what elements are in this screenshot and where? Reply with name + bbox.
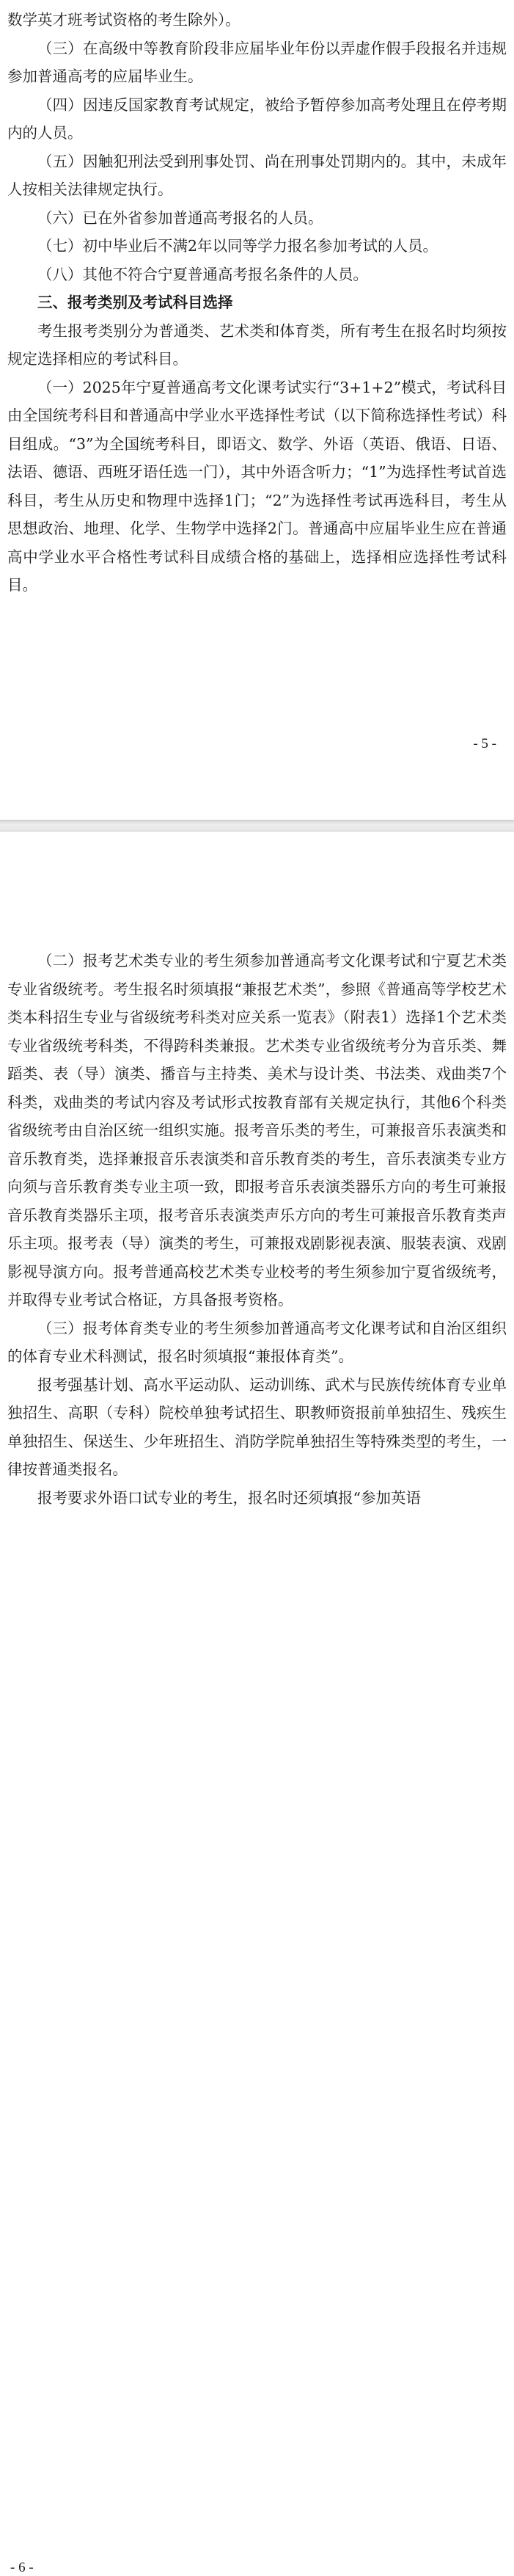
paragraph: 报考要求外语口试专业的考生，报名时还须填报“参加英语 <box>37 1488 421 1507</box>
paragraph: （三）在高级中等教育阶段非应届毕业年份以弄虚作假手段报名并违规参加普通高考的应届毕业生。 <box>7 39 507 85</box>
section-heading: 三、报考类别及考试科目选择 <box>37 294 233 311</box>
page-6-body <box>7 947 507 1512</box>
paragraph: 考生报考类别分为普通类、艺术类和体育类，所有考生在报名时均须按规定选择相应的考试科目。 <box>7 321 507 368</box>
page-number: - 6 - <box>10 2560 34 2575</box>
paragraph: （八）其他不符合宁夏普通高考报名条件的人员。 <box>37 265 368 283</box>
paragraph: （四）因违反国家教育考试规定，被给予暂停参加高考处理且在停考期内的人员。 <box>7 95 507 142</box>
document-page-5 <box>0 0 514 820</box>
page-5-body <box>7 6 507 600</box>
paragraph: 数学英才班考试资格的考生除外）。 <box>7 11 241 29</box>
paragraph: 报考强基计划、高水平运动队、运动训练、武术与民族传统体育专业单独招生、高职（专科）院校单独考试招生、职教师资报前单独招生、残疾生单独招生、保送生、少年班招生、消防学院单独招生等特殊类型的考生，一律按普通类报名。 <box>7 1375 507 1478</box>
paragraph: （五）因触犯刑法受到刑事处罚、尚在刑事处罚期内的。其中，未成年人按相关法律规定执行。 <box>7 152 507 198</box>
paragraph: （三）报考体育类专业的考生须参加普通高考文化课考试和自治区组织的体育专业术科测试，报名时须填报“兼报体育类”。 <box>7 1319 507 1365</box>
page-separator <box>0 820 514 832</box>
paragraph: （一）2025年宁夏普通高考文化课考试实行“3+1+2”模式，考试科目由全国统考科目和普通高中学业水平选择性考试（以下简称选择性考试）科目组成。“3”为全国统考科目，即语文、数学、外语（英语、俄语、日语、法语、德语、西班牙语任选一门），其中外语含听力；“1”为选择性考试首选科目，考生从历史和物理中选择1门；“2”为选择性考试再选科目，考生从思想政治、地理、化学、生物学中选择2门。普通高中应届毕业生应在普通高中学业水平合格性考试科目成绩合格的基础上，选择相应选择性考试科目。 <box>7 378 507 594</box>
paragraph: （二）报考艺术类专业的考生须参加普通高考文化课考试和宁夏艺术类专业省级统考。考生报名时须填报“兼报艺术类”，参照《普通高等学校艺术类本科招生专业与省级统考科类对应关系一览表》（附表1）选择1个艺术类专业省级统考科类，不得跨科类兼报。艺术类专业省级统考分为音乐类、舞蹈类、表（导）演类、播音与主持类、美术与设计类、书法类、戏曲类7个科类，戏曲类的考试内容及考试形式按教育部有关规定执行，其他6个科类省级统考由自治区统一组织实施。报考音乐类的考生，可兼报音乐表演类和音乐教育类，选择兼报音乐表演类和音乐教育类的考生，音乐表演类专业方向须与音乐教育类专业主项一致，即报考音乐表演类器乐方向的考生可兼报音乐教育类器乐主项，报考音乐表演类声乐方向的考生可兼报音乐教育类声乐主项。报考表（导）演类的考生，可兼报戏剧影视表演、服装表演、戏剧影视导演方向。报考普通高校艺术类专业校考的考生须参加宁夏省级统考，并取得专业考试合格证，方具备报考资格。 <box>7 952 507 1309</box>
page-number: - 5 - <box>473 736 496 752</box>
paragraph: （七）初中毕业后不满2年以同等学力报名参加考试的人员。 <box>37 237 438 255</box>
paragraph: （六）已在外省参加普通高考报名的人员。 <box>37 208 323 227</box>
